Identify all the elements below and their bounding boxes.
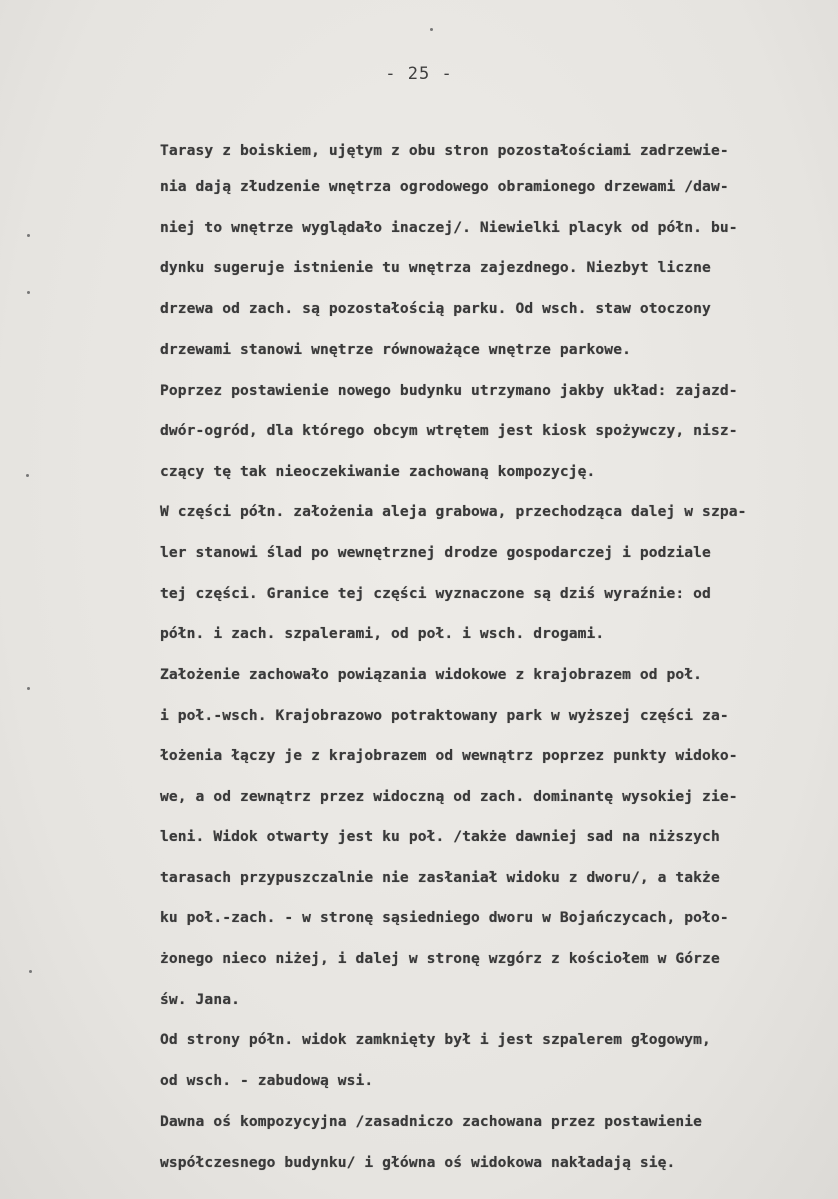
text-line: Dawna oś kompozycyjna /zasadniczo zachowana przez postawienie	[160, 1113, 703, 1130]
text-line: żonego nieco niżej, i dalej w stronę wzgórz z kościołem w Górze	[160, 950, 720, 967]
text-line: ler stanowi ślad po wewnętrznej drodze gospodarczej i podziale	[160, 544, 711, 561]
text-line: tarasach przypuszczalnie nie zasłaniał widoku z dworu/, a także	[160, 869, 720, 886]
text-line: drzewami stanowi wnętrze równoważące wnętrze parkowe.	[160, 341, 631, 358]
text-line: i poł.-wsch. Krajobrazowo potraktowany park w wyższej części za-	[160, 707, 729, 724]
text-line: współczesnego budynku/ i główna oś widokowa nakładają się.	[160, 1154, 676, 1171]
text-line: czący tę tak nieoczekiwanie zachowaną kompozycję.	[160, 463, 596, 480]
margin-mark	[27, 687, 30, 690]
margin-mark	[26, 474, 29, 477]
text-line: we, a od zewnątrz przez widoczną od zach. dominantę wysokiej zie-	[160, 788, 738, 805]
text-line: Tarasy z boiskiem, ujętym z obu stron pozostałościami zadrzewie-	[160, 142, 729, 159]
text-line: niej to wnętrze wyglądało inaczej/. Niewielki placyk od półn. bu-	[160, 219, 738, 236]
margin-mark	[29, 970, 32, 973]
text-line: łożenia łączy je z krajobrazem od wewnątrz poprzez punkty widoko-	[160, 747, 738, 764]
text-line: Poprzez postawienie nowego budynku utrzymano jakby układ: zajazd-	[160, 382, 738, 399]
text-line: dynku sugeruje istnienie tu wnętrza zajezdnego. Niezbyt liczne	[160, 259, 711, 276]
page-number: - 25 -	[385, 64, 453, 84]
text-line: półn. i zach. szpalerami, od poł. i wsch. drogami.	[160, 625, 605, 642]
text-line: nia dają złudzenie wnętrza ogrodowego obramionego drzewami /daw-	[160, 178, 729, 195]
margin-mark	[27, 291, 30, 294]
text-line: Założenie zachowało powiązania widokowe z krajobrazem od poł.	[160, 666, 703, 683]
text-line: dwór-ogród, dla którego obcym wtrętem jest kiosk spożywczy, nisz-	[160, 422, 738, 439]
text-line: od wsch. - zabudową wsi.	[160, 1072, 374, 1089]
text-line: leni. Widok otwarty jest ku poł. /także dawniej sad na niższych	[160, 828, 720, 845]
margin-mark	[27, 234, 30, 237]
text-line: drzewa od zach. są pozostałością parku. Od wsch. staw otoczony	[160, 300, 711, 317]
text-line: św. Jana.	[160, 991, 240, 1008]
margin-mark	[430, 28, 433, 31]
text-line: ku poł.-zach. - w stronę sąsiedniego dworu w Bojańczycach, poło-	[160, 909, 729, 926]
text-line: Od strony półn. widok zamknięty był i jest szpalerem głogowym,	[160, 1031, 711, 1048]
text-line: tej części. Granice tej części wyznaczone są dziś wyraźnie: od	[160, 585, 711, 602]
text-line: W części półn. założenia aleja grabowa, przechodząca dalej w szpa-	[160, 503, 747, 520]
